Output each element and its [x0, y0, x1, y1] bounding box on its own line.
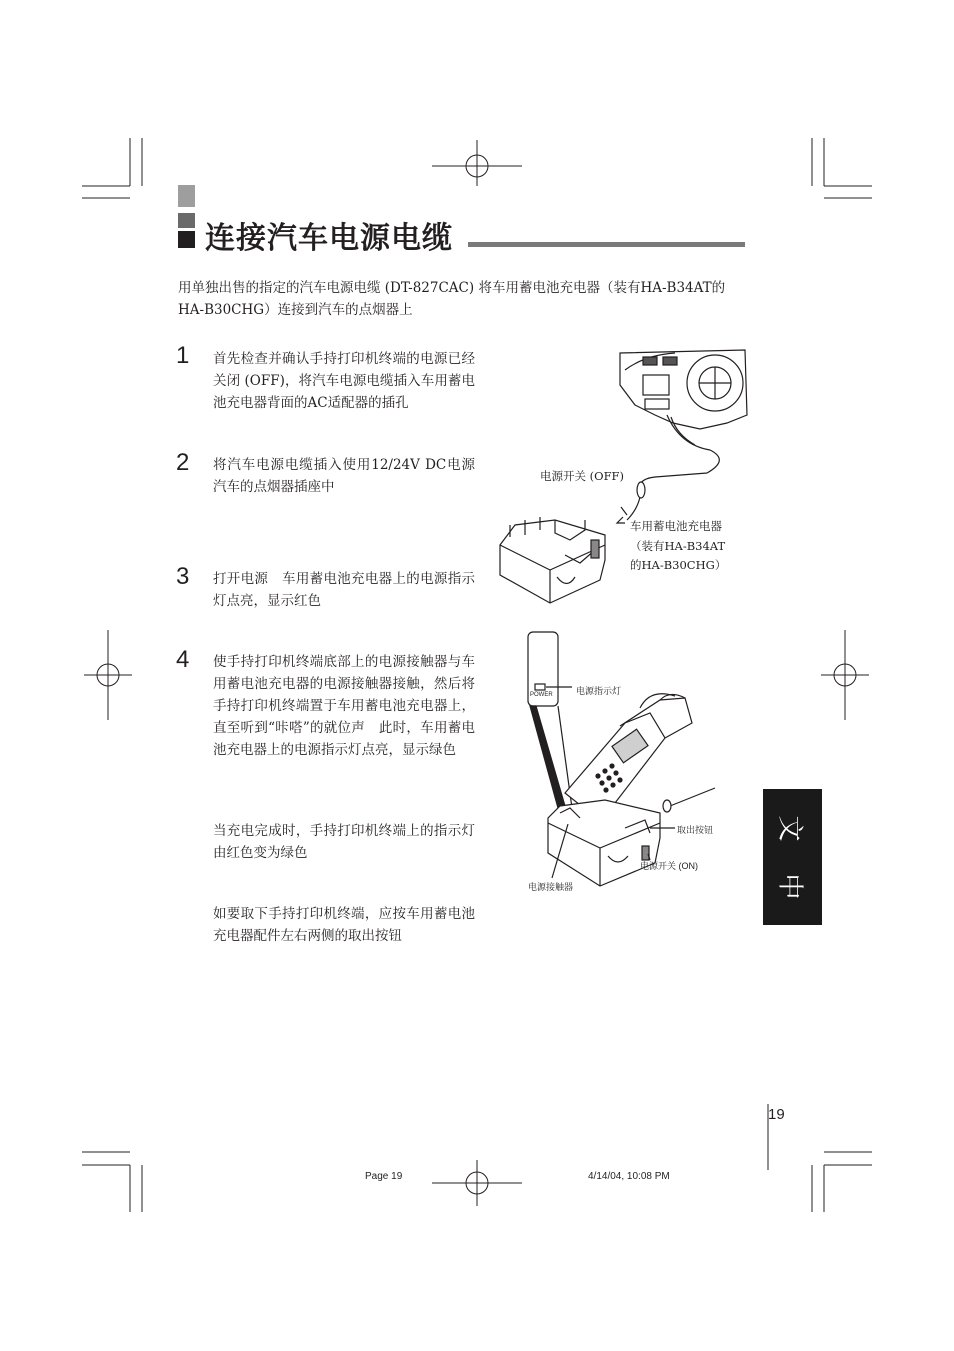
label-release-button: 取出按钮 — [677, 825, 714, 835]
label-charger-2: （装有HA-B34AT — [630, 539, 726, 553]
step-3-number: 3 — [176, 563, 190, 590]
step-3-text: 打开电源 车用蓄电池充电器上的电源指示灯点亮，显示红色 — [213, 571, 475, 609]
section-header — [178, 185, 748, 255]
label-power-indicator: 电源指示灯 — [576, 686, 622, 696]
step-1-text: 首先检查并确认手持打印机终端的电源已经关闭 (OFF)，将汽车电源电缆插入车用蓄电池充电器背面的AC适配器的插孔 — [213, 351, 475, 411]
step-4-number: 4 — [176, 646, 190, 673]
label-power-switch-off: 电源开关 (OFF) — [540, 469, 625, 483]
title-rule — [468, 242, 745, 247]
title-bar-light — [178, 185, 195, 207]
title-bar-mid — [178, 213, 195, 228]
figure-terminal-charger — [520, 628, 725, 893]
language-tab-char-1: 中 — [774, 872, 805, 900]
footer-timestamp: 4/14/04, 10:08 PM — [588, 1171, 670, 1182]
footer-page: Page 19 — [365, 1171, 403, 1182]
label-power-contact: 电源接触器 — [528, 882, 574, 892]
language-tab — [763, 789, 822, 925]
page-title: 连接汽车电源电缆 — [205, 221, 453, 256]
page-number: 19 — [768, 1106, 785, 1123]
step-1-number: 1 — [176, 342, 190, 369]
step-2-text: 将汽车电源电缆插入使用12/24V DC电源汽车的点烟器插座中 — [213, 457, 475, 495]
power-panel-label: POWER — [530, 692, 553, 698]
note-remove-terminal: 如要取下手持打印机终端，应按车用蓄电池充电器配件左右两侧的取出按钮 — [213, 906, 475, 944]
intro-paragraph: 用单独出售的指定的汽车电源电缆 (DT-827CAC) 将车用蓄电池充电器（装有HA-B34AT的HA-B30CHG）连接到汽车的点烟器上 — [178, 280, 726, 318]
step-4-text: 使手持打印机终端底部上的电源接触器与车用蓄电池充电器的电源接触器接触，然后将手持打印机终端置于车用蓄电池充电器上，直至听到“咔嗒”的就位声 此时，车用蓄电池充电器上的电源指示灯点亮，显示绿色 — [213, 654, 475, 758]
title-bar-dark — [178, 231, 195, 248]
language-tab-char-2: 文 — [774, 814, 805, 842]
step-2-number: 2 — [176, 449, 190, 476]
label-charger-1: 车用蓄电池充电器 — [630, 519, 722, 533]
label-power-switch-on: 电源开关 (ON) — [640, 861, 698, 871]
note-charging-complete: 当充电完成时，手持打印机终端上的指示灯由红色变为绿色 — [213, 823, 475, 861]
label-charger-3: 的HA-B30CHG） — [630, 558, 727, 572]
